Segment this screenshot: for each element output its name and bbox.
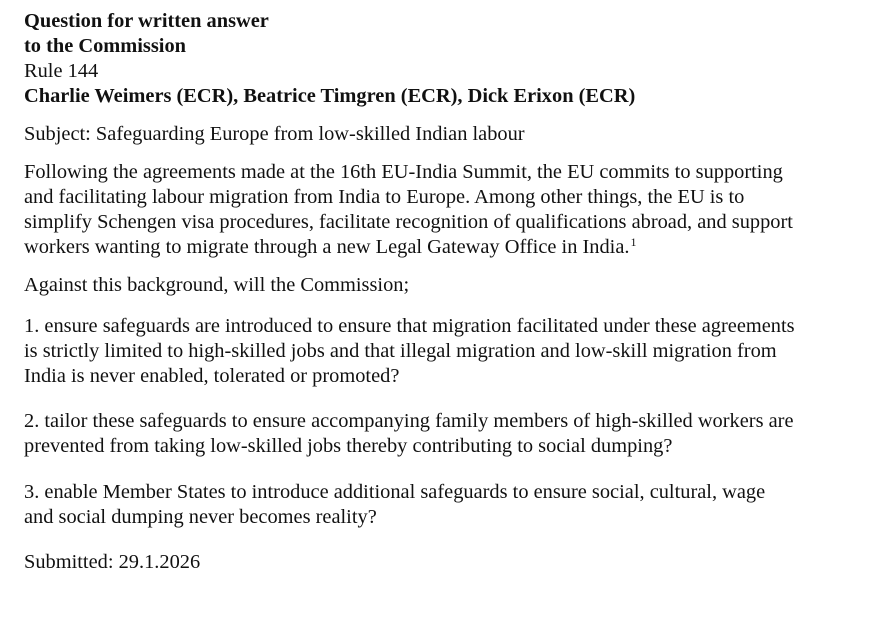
intro-line: Following the agreements made at the 16th EU-India Summit, the EU commits to supporting: [24, 161, 783, 183]
document-page: [24, 9, 874, 575]
footnote-marker[interactable]: 1: [630, 235, 637, 249]
title-line-2: to the Commission: [24, 35, 186, 57]
submitted-date: Submitted: 29.1.2026: [24, 551, 201, 573]
rule-reference: Rule 144: [24, 60, 99, 82]
document-header: [24, 9, 874, 109]
question-1: [24, 314, 874, 389]
intro-paragraph: [24, 160, 874, 260]
authors-line: Charlie Weimers (ECR), Beatrice Timgren (ECR), Dick Erixon (ECR): [24, 85, 636, 107]
question-line: 3. enable Member States to introduce additional safeguards to ensure social, cultural, wage: [24, 481, 766, 503]
intro-line: simplify Schengen visa procedures, facilitate recognition of qualifications abroad, and support: [24, 211, 793, 233]
intro-line-text: workers wanting to migrate through a new Legal Gateway Office in India.: [24, 236, 630, 258]
question-line: prevented from taking low-skilled jobs thereby contributing to social dumping?: [24, 435, 673, 457]
question-line: and social dumping never becomes reality?: [24, 506, 377, 528]
question-line: is strictly limited to high-skilled jobs and that illegal migration and low-skill migration from: [24, 340, 777, 362]
subject-line: Subject: Safeguarding Europe from low-skilled Indian labour: [24, 123, 525, 145]
intro-line: and facilitating labour migration from India to Europe. Among other things, the EU is to: [24, 186, 745, 208]
question-line: India is never enabled, tolerated or promoted?: [24, 365, 400, 387]
question-line: 1. ensure safeguards are introduced to ensure that migration facilitated under these agreements: [24, 315, 795, 337]
title-line-1: Question for written answer: [24, 10, 269, 32]
intro-line-last: [24, 235, 874, 260]
question-3: [24, 480, 874, 530]
question-2: [24, 409, 874, 459]
background-line: Against this background, will the Commission;: [24, 274, 410, 296]
question-line: 2. tailor these safeguards to ensure accompanying family members of high-skilled workers are: [24, 410, 794, 432]
